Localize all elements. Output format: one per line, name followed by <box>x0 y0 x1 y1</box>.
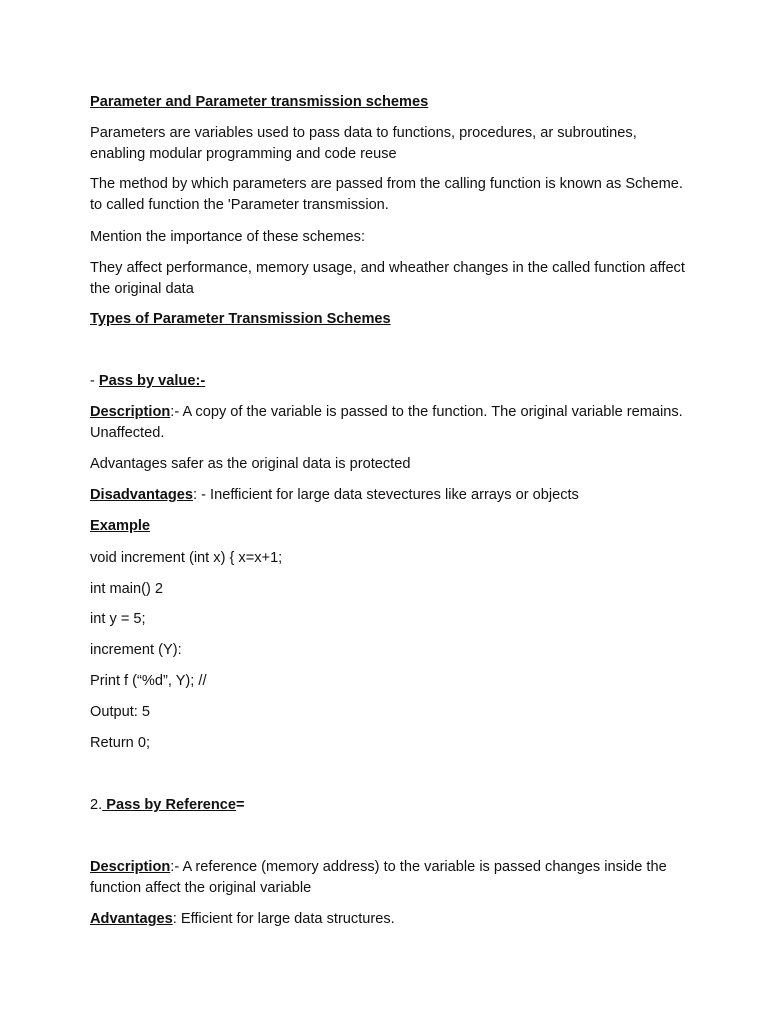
intro-paragraph-2: The method by which parameters are passed from the calling function is known as Scheme. to called function the 'Parameter transmission. <box>90 176 683 213</box>
pass-by-value-description <box>90 402 690 444</box>
pass-by-value-heading-line <box>90 371 690 392</box>
pass-by-reference-heading-line <box>90 795 690 816</box>
description-label: Description <box>90 404 171 420</box>
document-title: Parameter and Parameter transmission schemes <box>90 94 429 110</box>
reference-description-text: :- A reference (memory address) to the variable is passed changes inside the function affect the original variable <box>90 859 667 896</box>
pass-by-value-disadvantages <box>90 485 690 506</box>
code-line: int y = 5; <box>90 611 146 627</box>
reference-description-label: Description <box>90 859 171 875</box>
intro-paragraph-1: Parameters are variables used to pass data to functions, procedures, ar subroutines, enabling modular programming and code reuse <box>90 125 637 162</box>
disadvantages-label: Disadvantages <box>90 487 194 503</box>
code-line: Return 0; <box>90 735 151 751</box>
pass-by-reference-prefix: 2. <box>90 797 103 813</box>
code-line: Output: 5 <box>90 704 151 720</box>
pass-by-reference-description <box>90 857 690 899</box>
code-line: int main() 2 <box>90 581 163 597</box>
reference-advantages-label: Advantages <box>90 911 173 927</box>
pass-by-value-heading: Pass by value:- <box>98 373 206 389</box>
importance-question: Mention the importance of these schemes: <box>90 229 365 245</box>
code-line: Print f (“%d”, Y); // <box>90 673 207 689</box>
disadvantages-text: : - Inefficient for large data stevectures like arrays or objects <box>193 487 579 503</box>
description-text: :- A copy of the variable is passed to the function. The original variable remains. Unaffected. <box>90 404 683 441</box>
example-label: Example <box>90 518 151 534</box>
reference-advantages-text: : Efficient for large data structures. <box>172 911 395 927</box>
pass-by-value-advantages: Advantages safer as the original data is protected <box>90 456 411 472</box>
pass-by-reference-suffix: = <box>236 797 245 813</box>
pass-by-reference-advantages <box>90 909 690 930</box>
code-line: increment (Y): <box>90 642 182 658</box>
importance-answer: They affect performance, memory usage, and wheather changes in the called function affect the original data <box>90 260 685 297</box>
pass-by-value-prefix: - <box>90 373 99 389</box>
code-line: void increment (int x) { x=x+1; <box>90 550 283 566</box>
types-heading: Types of Parameter Transmission Schemes <box>90 311 391 327</box>
pass-by-reference-heading: Pass by Reference <box>102 797 237 813</box>
